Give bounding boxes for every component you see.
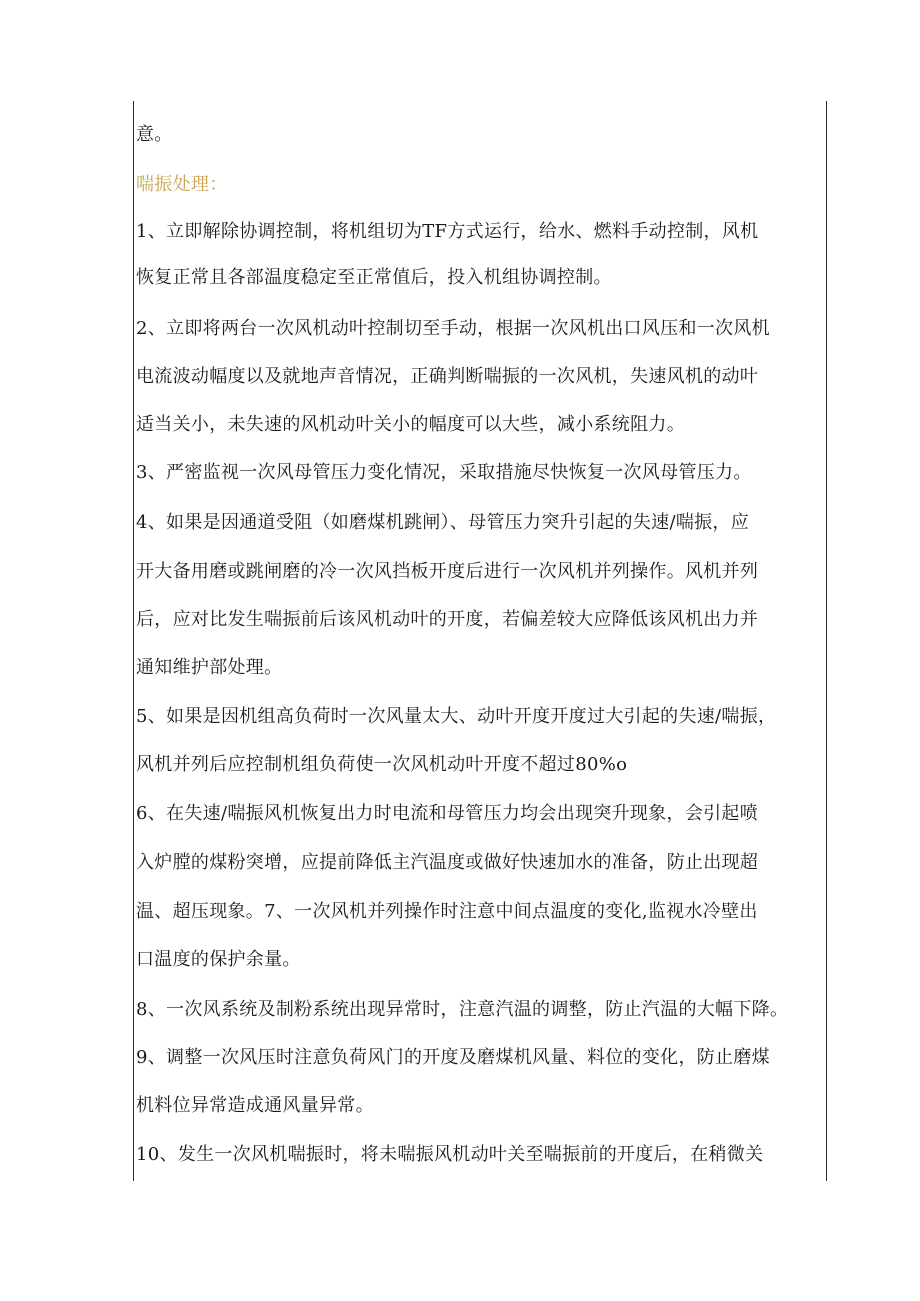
text-line: 4、如果是因通道受阻（如磨煤机跳闸）、母管压力突升引起的失速/喘振，应 [136,512,750,533]
text-line: 恢复正常且各部温度稳定至正常值后，投入机组协调控制。 [136,267,612,288]
text-line: 5、如果是因机组高负荷时一次风量太大、动叶开度开度过大引起的失速/喘振， [136,706,777,727]
text-line: 意。 [136,124,173,145]
text-line: 10、发生一次风机喘振时，将未喘振风机动叶关至喘振前的开度后，在稍微关 [136,1144,764,1165]
text-line: 2、立即将两台一次风机动叶控制切至手动，根据一次风机出口风压和一次风机 [136,318,770,339]
text-line: 风机并列后应控制机组负荷使一次风机动叶开度不超过80%o [136,754,628,775]
text-line: 6、在失速/喘振风机恢复出力时电流和母管压力均会出现突升现象，会引起喷 [136,803,759,824]
text-line: 开大备用磨或跳闸磨的冷一次风挡板开度后进行一次风机并列操作。风机并列 [136,561,759,582]
text-line: 8、一次风系统及制粉系统出现异常时，注意汽温的调整，防止汽温的大幅下降。 [136,999,789,1020]
text-line: 适当关小，未失速的风机动叶关小的幅度可以大些，减小系统阻力。 [136,414,685,435]
text-line: 入炉膛的煤粉突增，应提前降低主汽温度或做好快速加水的准备，防止出现超 [136,852,759,873]
text-line: 通知维护部处理。 [136,657,283,678]
text-line: 3、严密监视一次风母管压力变化情况，采取措施尽快恢复一次风母管压力。 [136,462,752,483]
text-line: 电流波动幅度以及就地声音情况，正确判断喘振的一次风机，失速风机的动叶 [136,366,759,387]
text-line: 温、超压现象。7、一次风机并列操作时注意中间点温度的变化,监视水冷壁出 [136,901,758,922]
text-line: 机料位异常造成通风量异常。 [136,1095,374,1116]
text-line: 9、调整一次风压时注意负荷风门的开度及磨煤机风量、料位的变化，防止磨煤 [136,1047,770,1068]
text-line: 口温度的保护余量。 [136,949,301,970]
text-line: 后，应对比发生喘振前后该风机动叶的开度，若偏差较大应降低该风机出力并 [136,609,759,630]
text-line: 1、立即解除协调控制，将机组切为TF方式运行，给水、燃料手动控制，风机 [136,221,759,242]
section-heading: 喘振处理： [136,174,228,195]
